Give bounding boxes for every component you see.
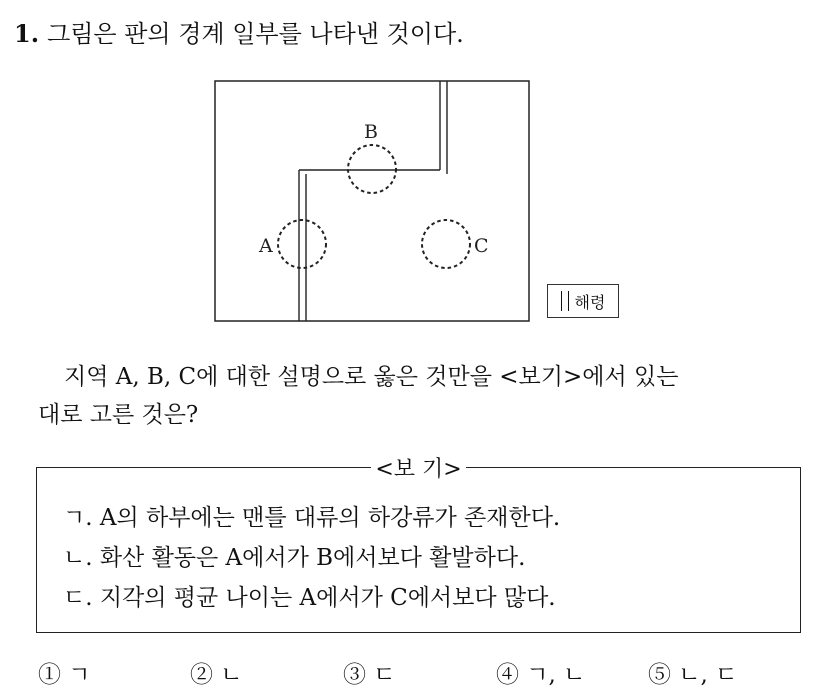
bogi-item-nieun: ㄴ. 화산 활동은 A에서가 B에서보다 활발하다. [63,545,526,571]
choice-4[interactable]: ④ ㄱ, ㄴ [496,662,586,688]
region-b-label: B [364,121,378,143]
ridge-boundary [299,81,447,321]
choice-1[interactable]: ① ㄱ [38,662,91,688]
question-text: 그림은 판의 경계 일부를 나타낸 것이다. [47,20,464,48]
map-frame [215,81,529,321]
ridge-legend-icon [561,291,569,311]
region-a-label: A [259,235,273,257]
bogi-items [63,498,560,618]
prompt [38,358,808,434]
prompt-line-2: 대로 고른 것은? [38,402,199,428]
choice-5[interactable]: ⑤ ㄴ, ㄷ [648,662,738,688]
choice-3[interactable]: ③ ㄷ [343,662,396,688]
bogi-title: <보 기> [37,452,800,483]
region-c-circle [422,220,470,268]
region-c-label: C [474,235,489,257]
question-number: 1. [14,19,40,48]
region-a-circle [278,220,326,268]
prompt-line-1: 지역 A, B, C에 대한 설명으로 옳은 것만을 <보기>에서 있는 [64,364,679,390]
region-b-circle [348,145,396,193]
choice-2[interactable]: ② ㄴ [190,662,243,688]
bogi-box [36,457,801,633]
bogi-item-giyeok: ㄱ. A의 하부에는 맨틀 대류의 하강류가 존재한다. [63,505,561,531]
legend [547,284,619,318]
bogi-item-digeut: ㄷ. 지각의 평균 나이는 A에서가 C에서보다 많다. [63,585,556,611]
legend-label: 해령 [574,292,606,312]
